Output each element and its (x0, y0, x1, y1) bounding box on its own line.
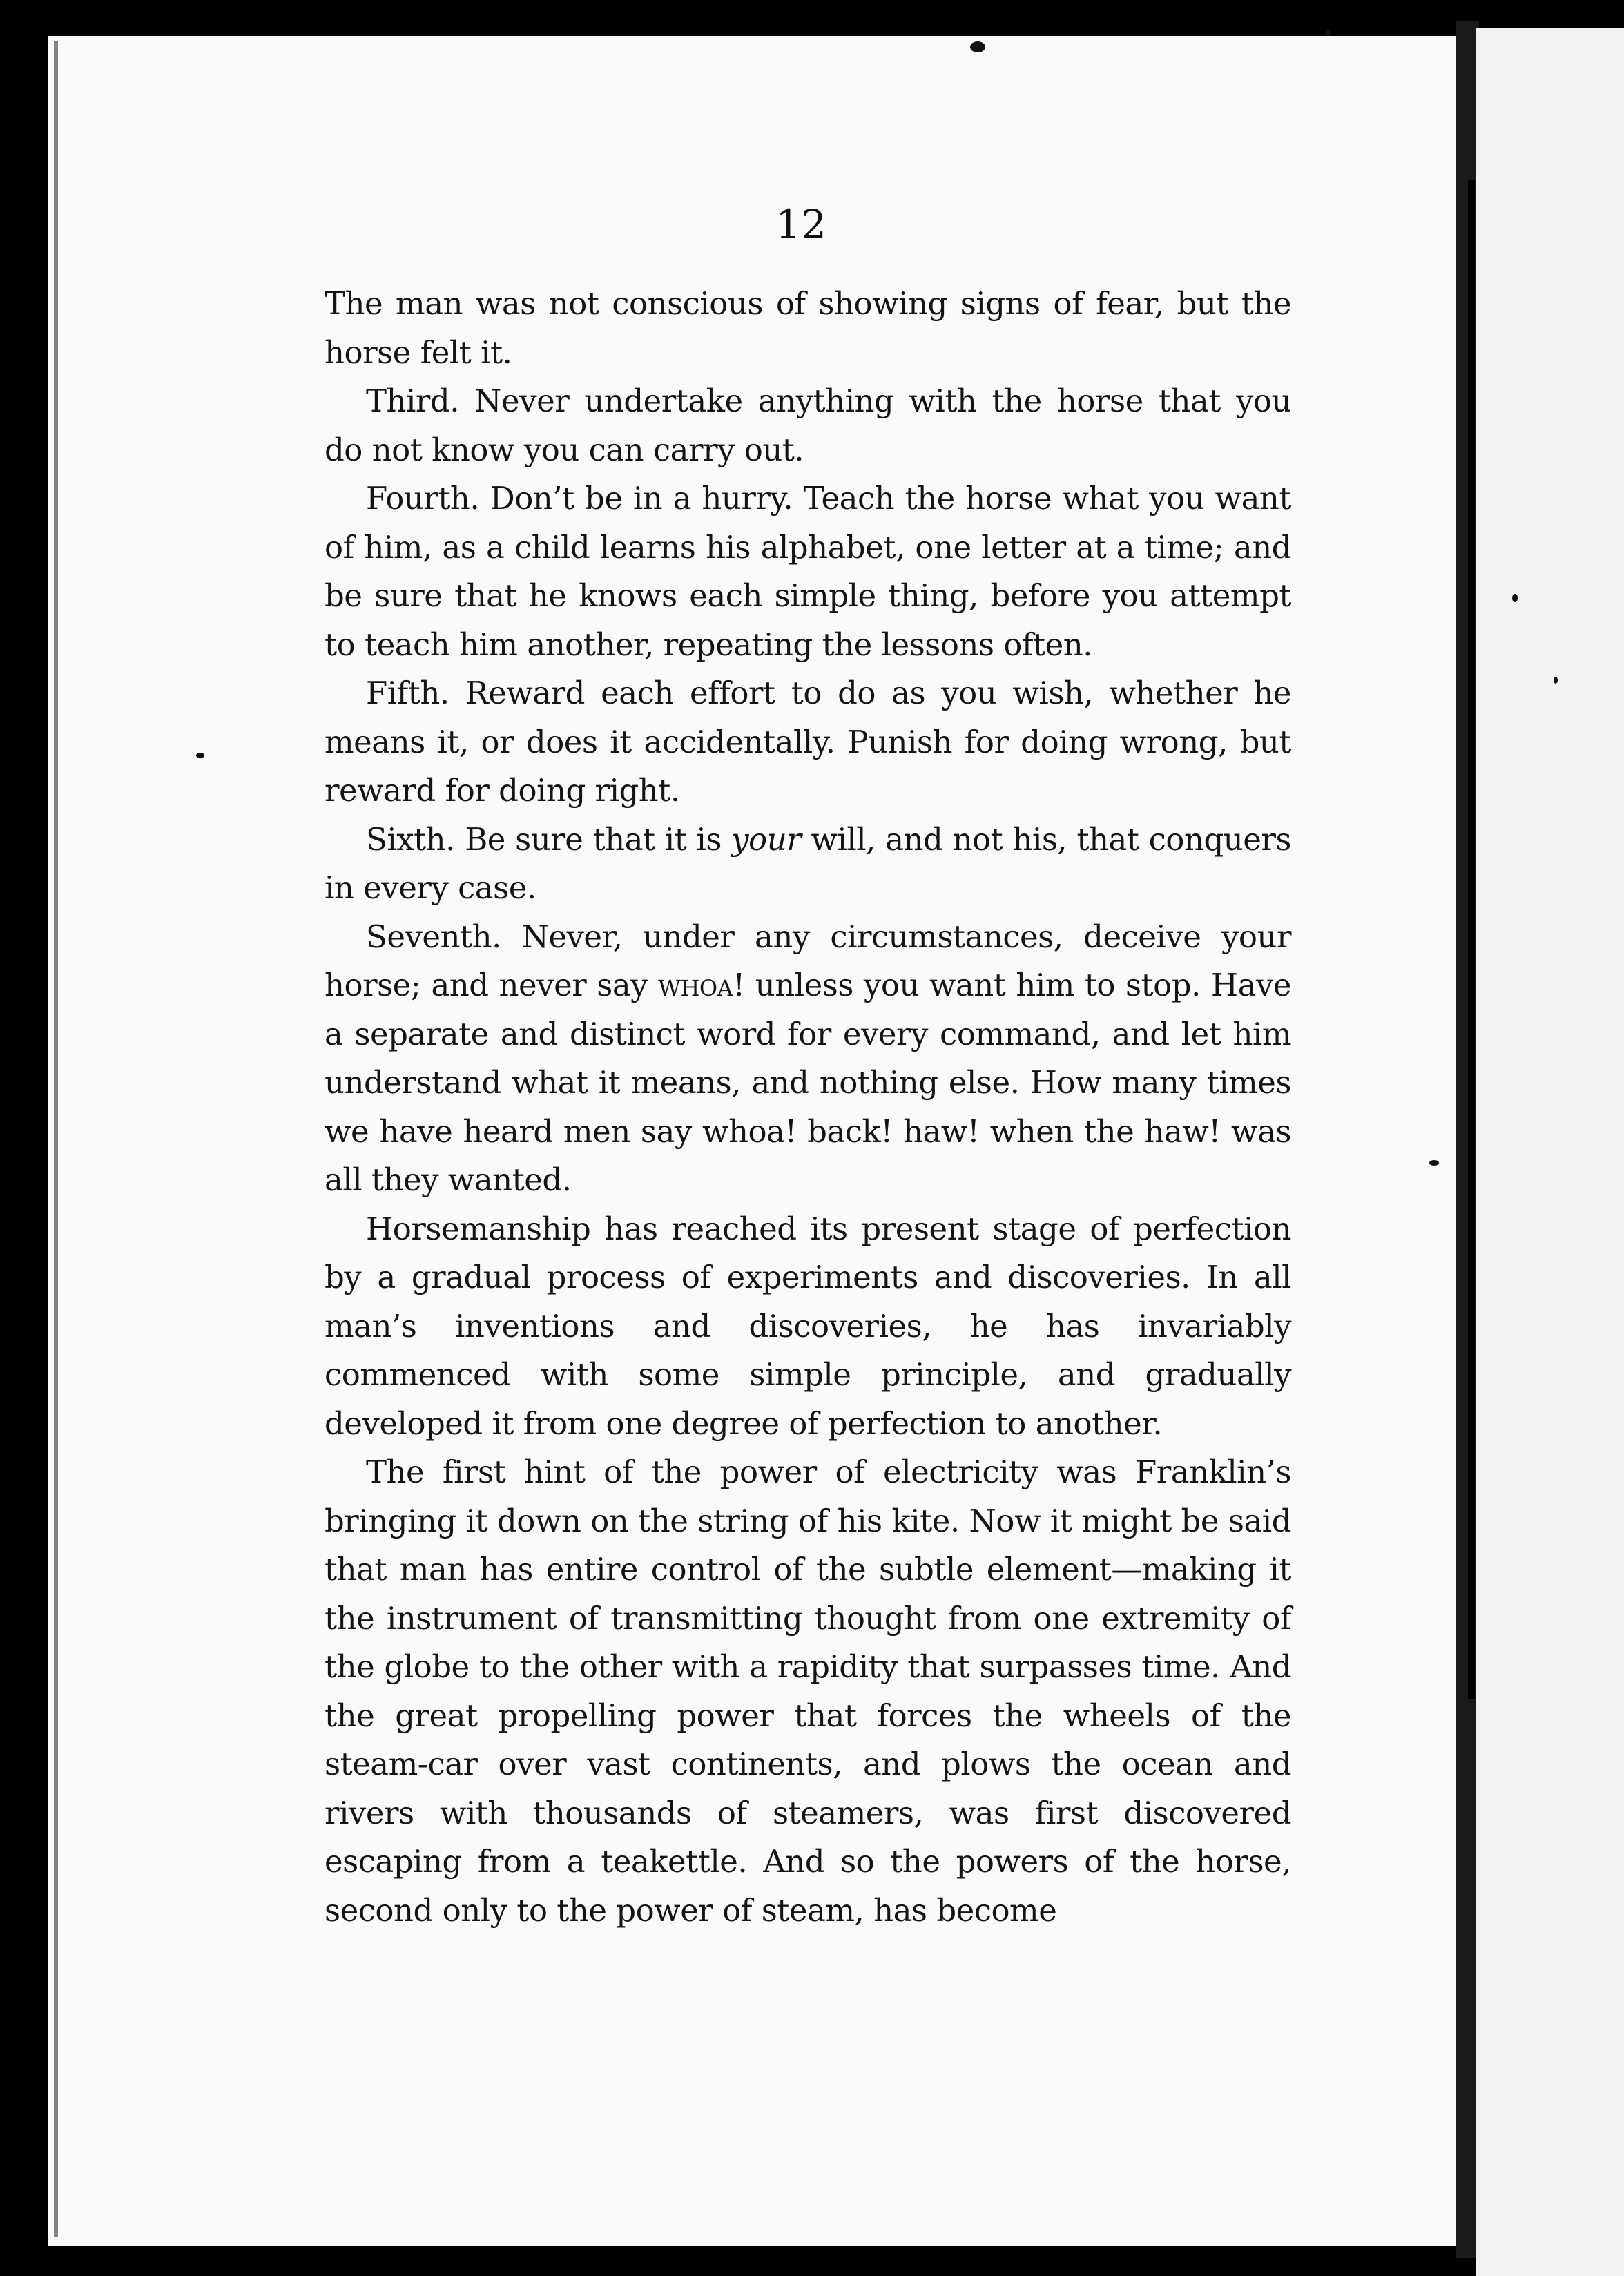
page-left-edge-shadow (54, 41, 58, 2237)
text-run: ! unless you want him to stop. Have a separate and distinct word for every command, and let him understand what it means, and nothing else. How many times we have heard men say whoa! back! haw! when the haw! was all they wanted. (325, 967, 1291, 1198)
scan-speck (196, 753, 204, 758)
paragraph: Fourth. Don’t be in a hurry. Teach the horse what you want of him, as a child learns his alphabet, one letter at a time; and be sure that he knows each simple thing, before you attempt to teach him another, repeating the lessons often. (325, 480, 1291, 663)
scan-speck (1326, 30, 1331, 36)
text-run: Seventh. Never, under any circumstances, deceive your horse; and never say (325, 918, 1291, 1003)
scan-speck (970, 41, 985, 52)
paragraph (325, 913, 1291, 1205)
facing-page-edge (1476, 28, 1624, 2276)
paragraph: Third. Never undertake anything with the horse that you do not know you can carry out. (325, 383, 1291, 468)
book-gutter (1456, 21, 1479, 2258)
paragraph (325, 816, 1291, 913)
page-number: 12 (775, 201, 826, 248)
paragraph: Horsemanship has reached its present stage of perfection by a gradual process of experiments and discoveries. In all man’s inventions and discoveries, he has invariably commenced with some simple principle, and gradually developed it from one degree of perfection to another. (325, 1210, 1291, 1442)
page-body (325, 280, 1291, 1935)
small-caps-word: whoa (658, 967, 733, 1003)
italic-word: your (731, 820, 802, 858)
paragraph: The first hint of the power of electricity was Franklin’s bringing it down on the string of his kite. Now it might be said that man has entire control of the subtle element—making it the instrument of transmitting thought from one extremity of the globe to the other with a rapidity that surpasses time. And the great propelling power that forces the wheels of the steam-car over vast continents, and plows the ocean and rivers with thousands of steamers, was first discovered escaping from a teakettle. And so the powers of the horse, second only to the power of steam, has become (325, 1454, 1291, 1929)
paragraph: Fifth. Reward each effort to do as you wish, whether he means it, or does it accidentally. Punish for doing wrong, but reward for doing right. (325, 675, 1291, 809)
text-run: will, and not his, that conquers in every case. (325, 820, 1291, 906)
scan-speck (1429, 1160, 1439, 1166)
scan-speck (1554, 677, 1558, 684)
scan-speck (1512, 594, 1518, 602)
text-run: Sixth. Be sure that it is (366, 820, 732, 858)
paragraph: The man was not conscious of showing signs of fear, but the horse felt it. (325, 285, 1291, 371)
scan-top-border (0, 0, 1624, 36)
gutter-binding-line (1468, 180, 1475, 1699)
